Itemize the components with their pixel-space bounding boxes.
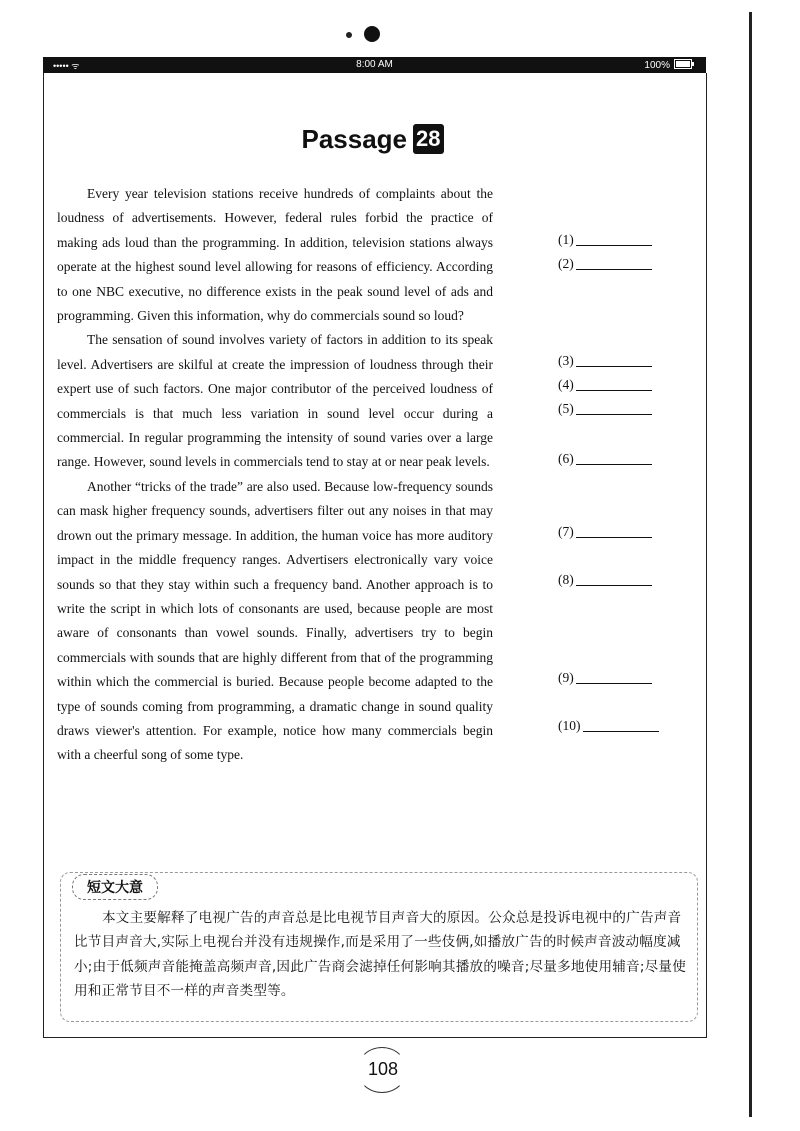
blank-label: (3) bbox=[558, 353, 574, 368]
blank-label: (1) bbox=[558, 232, 574, 247]
answer-line[interactable] bbox=[576, 585, 652, 586]
sensor-dot bbox=[346, 32, 352, 38]
blank-label: (7) bbox=[558, 524, 574, 539]
battery-icon bbox=[674, 59, 692, 69]
paragraph-3: Another “tricks of the trade” are also used. Because low-frequency sounds can mask higher frequency sounds, advertisers filter out any noises in that may drown out the primary message. In addition, the human voice has more auditory impact in the middle frequency ranges. Advertisers electronically vary voice sounds so that they stay within such a frequency band. Another approach is to write the script in which lots of consonants are used, because people are most aware of consonants than vowel sounds. Finally, advertisers try to begin commercials with sounds that are highly different from that of the programming within which the commercial is buried. Because people become adapted to the type of sounds coming from programming, a dramatic change in sound quality draws viewer's attention. For example, notice how many commercials begin with a cheerful song of some type. bbox=[57, 478, 493, 763]
page-edge-line bbox=[749, 12, 752, 1117]
answer-line[interactable] bbox=[576, 366, 652, 367]
blank-4[interactable] bbox=[558, 377, 652, 393]
answer-line[interactable] bbox=[576, 414, 652, 415]
blank-6[interactable] bbox=[558, 451, 652, 467]
battery-percent: 100% bbox=[644, 60, 670, 71]
status-time: 8:00 AM bbox=[356, 59, 393, 70]
blank-10[interactable] bbox=[558, 718, 659, 734]
blank-8[interactable] bbox=[558, 572, 652, 588]
page-title bbox=[0, 124, 745, 155]
blank-label: (5) bbox=[558, 401, 574, 416]
blank-1[interactable] bbox=[558, 232, 652, 248]
page-number bbox=[353, 1047, 413, 1091]
blank-label: (6) bbox=[558, 451, 574, 466]
passage-body bbox=[57, 182, 493, 768]
answer-line[interactable] bbox=[576, 683, 652, 684]
answer-line[interactable] bbox=[576, 269, 652, 270]
signal-indicator: ••••• ᯤ bbox=[53, 61, 80, 71]
battery-indicator bbox=[644, 59, 692, 71]
answer-line[interactable] bbox=[583, 731, 659, 732]
blank-3[interactable] bbox=[558, 353, 652, 369]
blank-label: (4) bbox=[558, 377, 574, 392]
answer-line[interactable] bbox=[576, 464, 652, 465]
blank-5[interactable] bbox=[558, 401, 652, 417]
answer-line[interactable] bbox=[576, 245, 652, 246]
answer-line[interactable] bbox=[576, 537, 652, 538]
camera-lens bbox=[364, 26, 380, 42]
page-number-ornament bbox=[357, 1047, 407, 1093]
blank-9[interactable] bbox=[558, 670, 652, 686]
blank-7[interactable] bbox=[558, 524, 652, 540]
blank-label: (8) bbox=[558, 572, 574, 587]
summary-label: 短文大意 bbox=[72, 874, 158, 900]
paragraph-1: Every year television stations receive hundreds of complaints about the loudness of advertisements. However, federal rules forbid the practice of making ads loud than the programming. In addition, television stations always operate at the highest sound level allowing for reasons of efficiency. According to one NBC executive, no difference exists in the peak sound level of ads and programming. Given this information, why do commercials sound so loud? bbox=[57, 186, 493, 324]
answer-line[interactable] bbox=[576, 390, 652, 391]
blank-2[interactable] bbox=[558, 256, 652, 272]
blank-label: (10) bbox=[558, 718, 581, 733]
passage-number-badge: 28 bbox=[413, 124, 443, 154]
blank-label: (2) bbox=[558, 256, 574, 271]
camera-dots bbox=[346, 26, 386, 46]
status-bar bbox=[43, 57, 706, 73]
title-text: Passage bbox=[301, 124, 408, 154]
blank-label: (9) bbox=[558, 670, 574, 685]
summary-text: 本文主要解释了电视广告的声音总是比电视节目声音大的原因。公众总是投诉电视中的广告声音比节目声音大,实际上电视台并没有违规操作,而是采用了一些伎俩,如播放广告的时候声音波动幅度减小;由于低频声音能掩盖高频声音,因此广告商会滤掉任何影响其播放的噪音;尽量多地使用辅音;尽量使用和正常节目不一样的声音类型等。 bbox=[74, 910, 686, 1000]
page-number-text: 108 bbox=[367, 1059, 399, 1079]
paragraph-2: The sensation of sound involves variety of factors in addition to its speak level. Advertisers are skilful at create the impression of loudness through their expert use of such factors. One major contributor of the perceived loudness of commercials is that much less variation in sound level occur during a commercial. In regular programming the intensity of sound varies over a large range. However, sound levels in commercials tend to stay at or near peak levels. bbox=[57, 332, 493, 470]
